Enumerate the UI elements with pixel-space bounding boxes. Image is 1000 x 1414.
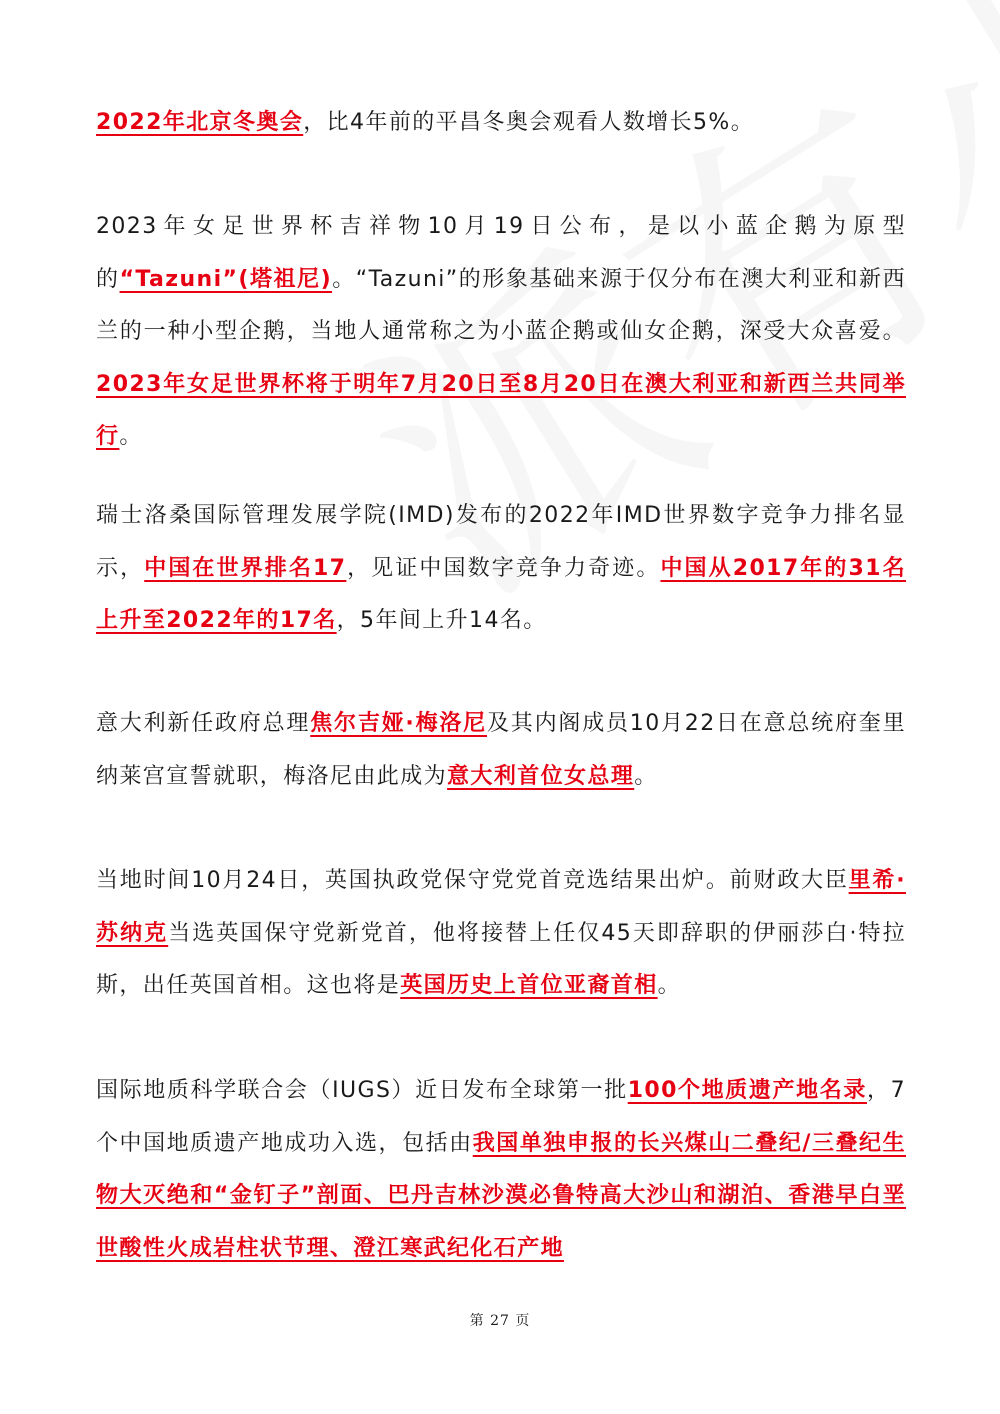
body-text: 。 bbox=[657, 973, 682, 998]
body-text: 。 bbox=[119, 424, 143, 449]
body-text: 意大利新任政府总理 bbox=[96, 711, 311, 736]
page-number: 第 27 页 bbox=[469, 1313, 531, 1329]
body-text: ，比4年前的平昌冬奥会观看人数增长5%。 bbox=[303, 110, 755, 135]
highlight-text: 意大利首位女总理 bbox=[447, 763, 635, 789]
highlight-text: “Tazuni”(塔祖尼) bbox=[119, 266, 333, 292]
body-text: ，5年间上升14名。 bbox=[336, 608, 547, 633]
highlight-text: 里希·苏纳克 bbox=[96, 868, 906, 946]
body-text: 。“Tazuni”的形象基础来源于仅分布在澳大利亚和新西兰的一种小型企鹅，当地人通常称之为小蓝企鹅或仙女企鹅，深受大众喜爱。 bbox=[96, 266, 907, 344]
paragraph-iugs-geoheritage bbox=[96, 1065, 906, 1275]
body-text: 。 bbox=[634, 763, 658, 789]
body-text: ，见证中国数字竞争力奇迹。 bbox=[346, 555, 661, 581]
body-text: 瑞士洛桑国际管理发展学院(IMD)发布的2022年IMD世界数字竞争力排名显示， bbox=[96, 503, 906, 581]
highlight-text: 我国单独申报的长兴煤山二叠纪/三叠纪生物大灭绝和“金钉子”剖面、巴丹吉林沙漠必鲁特高大沙山和湖泊、香港早白垩世酸性火成岩柱状节理、澄江寒武纪化石产地 bbox=[96, 1130, 906, 1261]
highlight-text: 中国从2017年的31名上升至2022年的17名 bbox=[96, 555, 907, 633]
paragraph-uk-pm bbox=[96, 855, 906, 1013]
highlight-text: 2023年女足世界杯将于明年7月20日至8月20日在澳大利亚和新西兰共同举行 bbox=[96, 371, 906, 449]
highlight-text: 英国历史上首位亚裔首相 bbox=[400, 973, 658, 998]
body-text: ，7个中国地质遗产地成功入选，包括由 bbox=[96, 1078, 906, 1156]
body-text: 2023年女足世界杯吉祥物10月19日公布，是以小蓝企鹅为原型的 bbox=[96, 214, 906, 292]
highlight-text: 2022年北京冬奥会 bbox=[96, 110, 304, 135]
highlight-text: 焦尔吉娅·梅洛尼 bbox=[310, 711, 487, 736]
highlight-text: 100个地质遗产地名录 bbox=[627, 1078, 867, 1103]
body-text: 国际地质科学联合会（IUGS）近日发布全球第一批 bbox=[96, 1078, 628, 1103]
body-text: 当选英国保守党新党首，他将接替上任仅45天即辞职的伊丽莎白·特拉斯，出任英国首相。这也将是 bbox=[96, 920, 906, 998]
paragraph-italy-pm bbox=[96, 698, 906, 803]
highlight-text: 中国在世界排名17 bbox=[144, 555, 347, 581]
paragraph-womens-world-cup bbox=[96, 201, 906, 464]
body-text: 及其内阁成员10月22日在意总统府奎里纳莱宫宣誓就职，梅洛尼由此成为 bbox=[96, 711, 907, 789]
body-text: 当地时间10月24日，英国执政党保守党党首竞选结果出炉。前财政大臣 bbox=[96, 868, 849, 893]
paragraph-imd-ranking bbox=[96, 490, 906, 648]
paragraph-winter-olympics bbox=[96, 97, 906, 150]
